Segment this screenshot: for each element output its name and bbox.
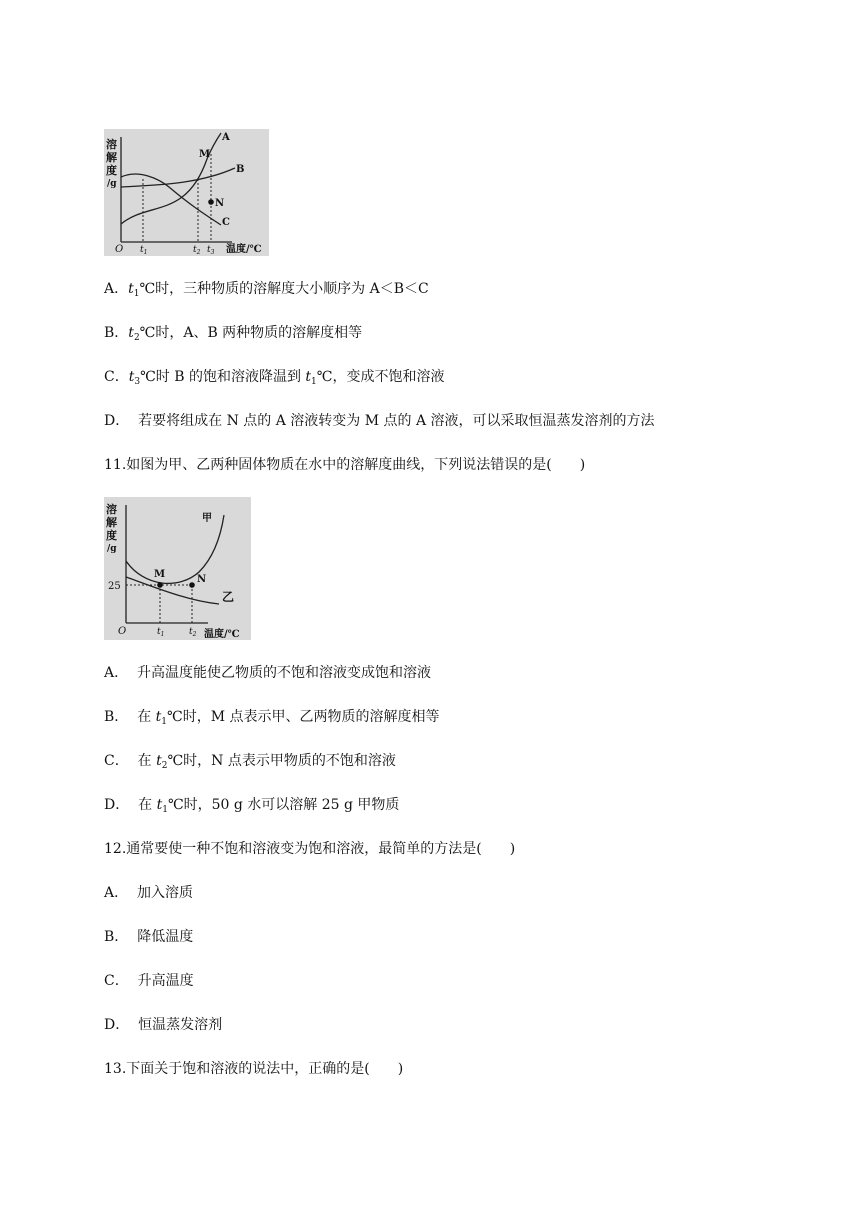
ylabel-unit: /g xyxy=(107,179,117,189)
origin-label: O xyxy=(115,244,124,255)
origin-label: O xyxy=(118,626,127,637)
q12-option-d: D． 恒温蒸发溶剂 xyxy=(104,1017,223,1033)
label-N: N xyxy=(197,574,207,585)
label-B: B xyxy=(236,164,245,175)
q10-solubility-figure xyxy=(104,129,269,256)
ylabel-char-2: 解 xyxy=(106,516,117,529)
q11-option-a: A． 升高温度能使乙物质的不饱和溶液变成饱和溶液 xyxy=(104,665,432,681)
tick-t1: $t_1$ xyxy=(157,627,165,638)
point-M xyxy=(157,582,163,588)
q10-option-b: B．$t_2℃$时，A、B 两种物质的溶解度相等 xyxy=(104,325,363,343)
q11-option-d: D． 在 $t_1℃$时，50 g 水可以溶解 25 g 甲物质 xyxy=(104,797,400,815)
q11-solubility-figure xyxy=(104,497,251,640)
q13-stem: 13.下面关于饱和溶液的说法中，正确的是( ) xyxy=(104,1061,404,1077)
ylabel-char-1: 溶 xyxy=(106,138,117,151)
tick-t2: $t_2$ xyxy=(189,627,197,638)
ylabel-char-3: 度 xyxy=(106,529,117,542)
ylabel-char-3: 度 xyxy=(106,164,117,177)
ytick-25: 25 xyxy=(108,581,121,592)
ylabel-char-1: 溶 xyxy=(106,503,117,516)
label-M: M xyxy=(154,569,166,580)
x-axis-label: 温度/℃ xyxy=(204,629,240,640)
q12-option-a: A． 加入溶质 xyxy=(104,885,194,901)
q12-option-b: B． 降低温度 xyxy=(104,929,194,945)
x-axis-label: 温度/℃ xyxy=(226,244,262,255)
label-A: A xyxy=(222,132,230,143)
q12-option-c: C． 升高温度 xyxy=(104,973,194,989)
label-jia: 甲 xyxy=(202,513,212,524)
tick-t1: $t_1$ xyxy=(140,245,148,256)
q10-option-a: A．$t_1℃$时，三种物质的溶解度大小顺序为 A＜B＜C xyxy=(104,281,429,299)
tick-t2: $t_2$ xyxy=(193,245,201,256)
q11-option-b: B． 在 $t_1℃$时，M 点表示甲、乙两物质的溶解度相等 xyxy=(104,709,440,727)
ylabel-char-2: 解 xyxy=(106,151,117,164)
point-N xyxy=(208,199,214,205)
q11-option-c: C． 在 $t_2℃$时，N 点表示甲物质的不饱和溶液 xyxy=(104,753,396,771)
label-M: M xyxy=(199,149,211,160)
label-C: C xyxy=(222,217,230,228)
ylabel-unit: /g xyxy=(107,544,117,554)
label-yi: 乙 xyxy=(222,590,235,604)
q10-option-c: C．$t_3℃$时 B 的饱和溶液降温到 $t_1℃$，变成不饱和溶液 xyxy=(104,369,445,387)
label-N: N xyxy=(215,198,225,209)
q12-stem: 12.通常要使一种不饱和溶液变为饱和溶液，最简单的方法是( ) xyxy=(104,841,516,857)
q11-stem: 11.如图为甲、乙两种固体物质在水中的溶解度曲线，下列说法错误的是( ) xyxy=(104,457,586,473)
tick-t3: $t_3$ xyxy=(207,245,215,256)
q10-option-d: D． 若要将组成在 N 点的 A 溶液转变为 M 点的 A 溶液，可以采取恒温蒸发溶剂的方法 xyxy=(104,413,655,429)
point-N xyxy=(189,582,195,588)
